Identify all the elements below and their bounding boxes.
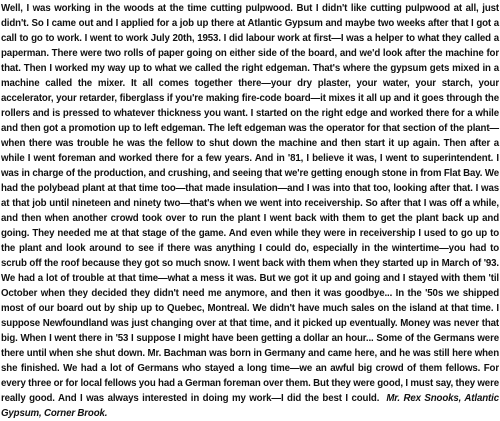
quote-body-text: Well, I was working in the woods at the time cutting pulpwood. But I didn't like cutting pulpwood at all, just didn't. So I came out and I applied for a job up there at Atlantic Gypsum and maybe two weeks after that I got a call to go to work. I went to work July 20th, 1953. I did labour work at first—I was a helper to what they called a paperman. There were two rolls of paper going on either side of the board, and we'd look after the machine for that. Then I worked my way up to what we called the right edgeman. That's where the gypsum gets mixed in a machine called the mixer. It all comes together there—your dry plaster, your water, your starch, your accelerator, your retarder, fiberglass if you're making fire-code board—it mixes it all up and it goes through the rollers and is pressed to whatever thickness you want. I started on the right edge and worked there for a while and then got a promotion up to left edgeman. The left edgeman was the operator for that section of the plant—when there was trouble he was the fellow to shut down the machine and then start it up again. Then after a while I went foreman and worked there for a few years. And in '81, I believe it was, I went to superintendent. I was in charge of the production, and crushing, and seeing that we're getting enough stone in from Flat Bay. We had the polybead plant at that time too—that made insulation—and I was into that too, looking after that. I was at that job until nineteen and ninety two—that's when we went into receivership. So after that I was off a while, and then when another crowd took over to run the plant I went back with them to get the plant back up and going. They needed me at that stage of the game. And even while they were in receivership I used to go up to the plant and look around to see if there was anything I could do, especially in the wintertime—you had to scrub off the roof because they got so much snow. I went back with them when they started up in March of '93. We had a lot of trouble at that time—what a mess it was. But we got it up and going and I stayed with them 'til October when they decided they didn't need me anymore, and then it was goodbye... In the '50s we shipped most of our board out by ship up to Quebec, Montreal. We didn't have much sales on the island at that time. I suppose Newfoundland was just changing over at that time, and it picked up eventually. Money was never that big. When I went there in '53 I suppose I might have been getting a dollar an hour... Some of the Germans were there until when she shut down. Mr. Bachman was born in Germany and came here, and he was still here when she finished. We had a lot of Germans who stayed a long time—we an awful big crowd of them fellows. For every three or for local fellows you had a German foreman over them. But they were good, I must say, they were really good. And I was always interested in doing my work—I did the best I could. xyxy=(1,3,499,404)
quote-attribution: Mr. Rex Snooks, Atlantic Gypsum, Corner Brook. xyxy=(1,393,499,419)
oral-history-quote xyxy=(1,1,499,421)
